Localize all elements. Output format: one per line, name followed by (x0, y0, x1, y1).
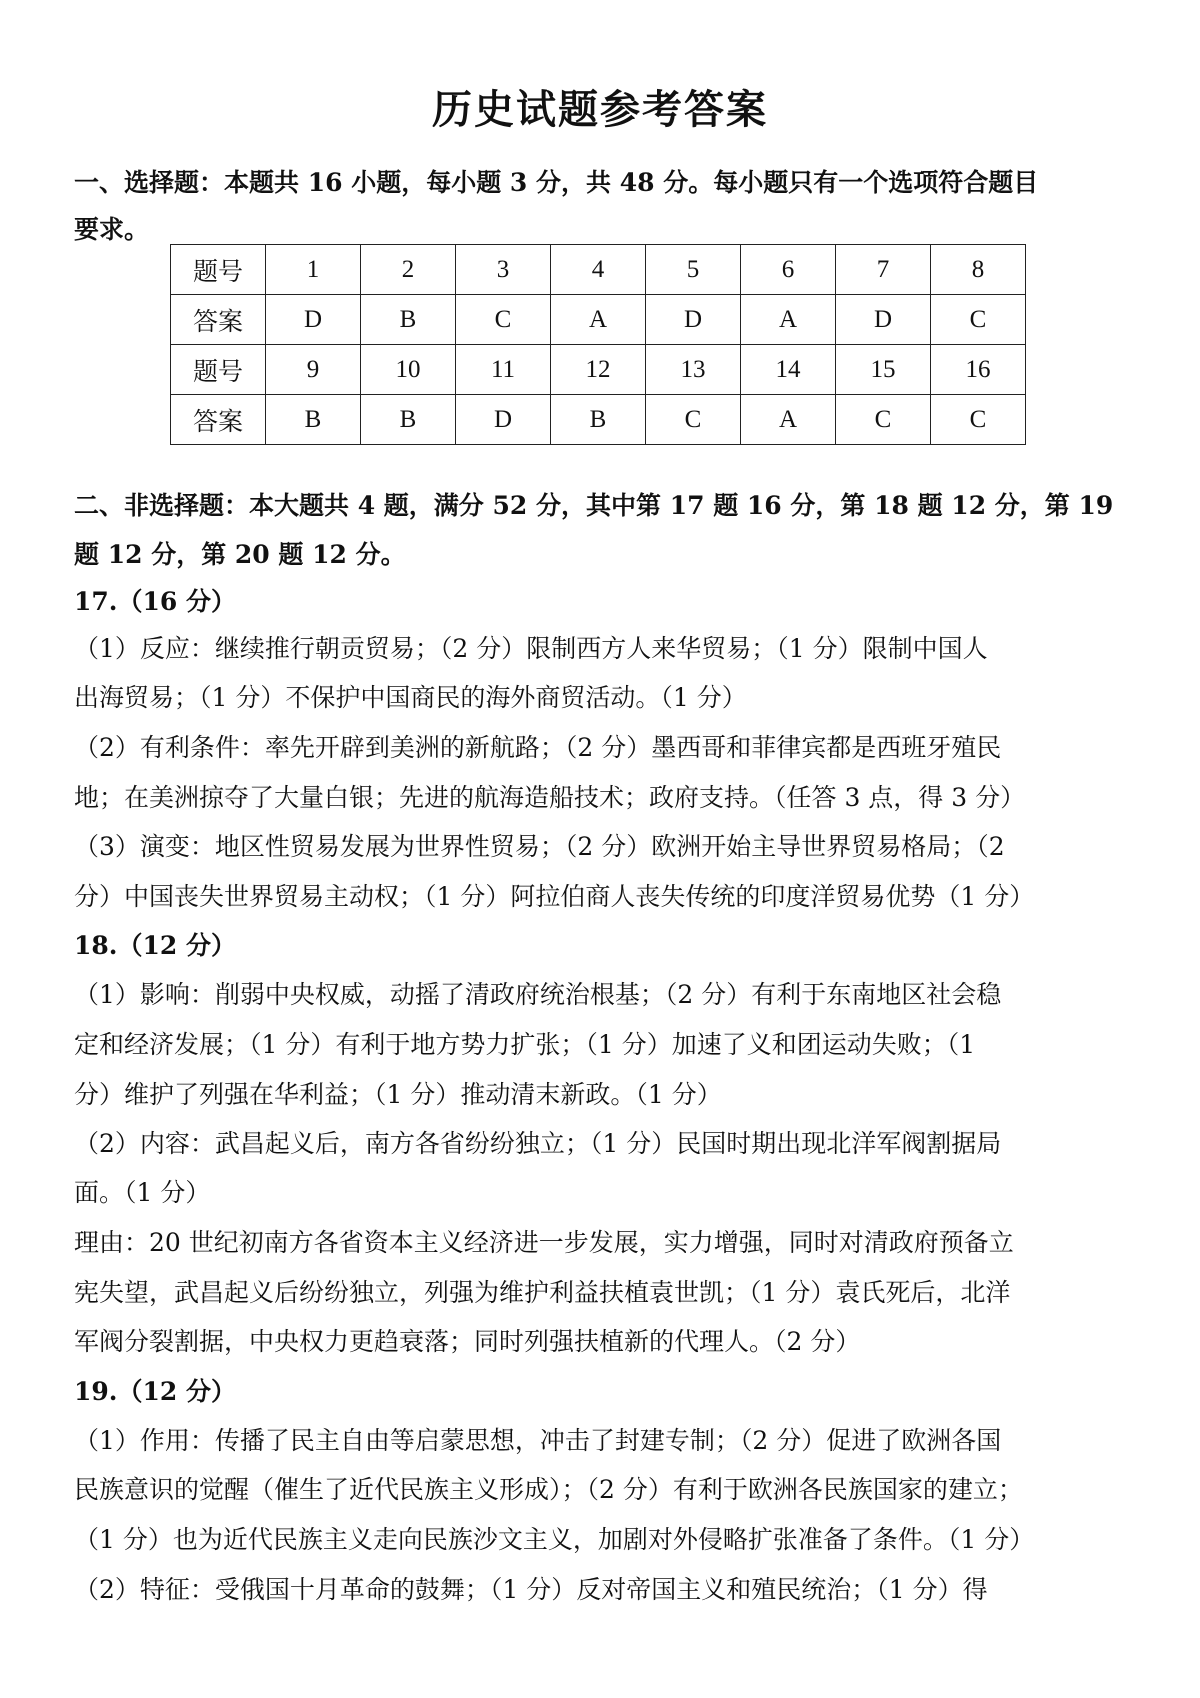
q18-line: 定和经济发展；（1 分）有利于地方势力扩张；（1 分）加速了义和团运动失败；（1 (74, 1030, 976, 1059)
table-cell: 6 (741, 245, 836, 295)
table-cell: A (741, 395, 836, 445)
section2-line-2: 题 12 分，第 20 题 12 分。 (74, 540, 406, 569)
page-title: 历史试题参考答案 (432, 86, 768, 133)
table-cell: C (931, 295, 1026, 345)
table-cell: 5 (646, 245, 741, 295)
q17-line: （1）反应：继续推行朝贡贸易；（2 分）限制西方人来华贸易；（1 分）限制中国人 (74, 634, 988, 663)
table-cell: 13 (646, 345, 741, 395)
table-cell: B (361, 395, 456, 445)
q17-line: 出海贸易；（1 分）不保护中国商民的海外商贸活动。（1 分） (74, 683, 747, 712)
q19-line: （1 分）也为近代民族主义走向民族沙文主义，加剧对外侵略扩张准备了条件。（1 分） (74, 1525, 1035, 1554)
table-cell: C (931, 395, 1026, 445)
section2-line-1: 二、非选择题：本大题共 4 题，满分 52 分，其中第 17 题 16 分，第 18 题 12 分，第 19 (74, 491, 1114, 520)
q18-line: 理由：20 世纪初南方各省资本主义经济进一步发展，实力增强，同时对清政府预备立 (74, 1228, 1014, 1257)
q19-line: （2）特征：受俄国十月革命的鼓舞；（1 分）反对帝国主义和殖民统治；（1 分）得 (74, 1575, 988, 1604)
table-cell: B (361, 295, 456, 345)
section1-line-2: 要求。 (74, 215, 150, 244)
row-label: 题号 (171, 345, 266, 395)
table-cell: 9 (266, 345, 361, 395)
table-cell: A (741, 295, 836, 345)
table-cell: 8 (931, 245, 1026, 295)
table-cell: 7 (836, 245, 931, 295)
table-cell: D (456, 395, 551, 445)
table-cell: 16 (931, 345, 1026, 395)
q19-line: （1）作用：传播了民主自由等启蒙思想，冲击了封建专制；（2 分）促进了欧洲各国 (74, 1426, 1002, 1455)
q18-heading: 18.（12 分） (74, 931, 236, 960)
table-cell: C (836, 395, 931, 445)
table-row (171, 395, 1026, 445)
table-cell: 4 (551, 245, 646, 295)
answer-table (170, 244, 1026, 445)
table-cell: D (836, 295, 931, 345)
table-row (171, 345, 1026, 395)
q17-line: （2）有利条件：率先开辟到美洲的新航路；（2 分）墨西哥和菲律宾都是西班牙殖民 (74, 733, 1002, 762)
q19-heading: 19.（12 分） (74, 1377, 236, 1406)
q18-line: （2）内容：武昌起义后，南方各省纷纷独立；（1 分）民国时期出现北洋军阀割据局 (74, 1129, 1002, 1158)
table-cell: 3 (456, 245, 551, 295)
table-cell: A (551, 295, 646, 345)
q17-heading: 17.（16 分） (74, 587, 236, 616)
q18-line: 军阀分裂割据，中央权力更趋衰落；同时列强扶植新的代理人。（2 分） (74, 1327, 861, 1356)
q17-line: 地；在美洲掠夺了大量白银；先进的航海造船技术；政府支持。（任答 3 点，得 3 分） (74, 783, 1026, 812)
table-row (171, 245, 1026, 295)
q18-line: （1）影响：削弱中央权威，动摇了清政府统治根基；（2 分）有利于东南地区社会稳 (74, 980, 1002, 1009)
table-cell: 11 (456, 345, 551, 395)
table-cell: C (456, 295, 551, 345)
table-cell: C (646, 395, 741, 445)
table-row (171, 295, 1026, 345)
row-label: 题号 (171, 245, 266, 295)
table-cell: 10 (361, 345, 456, 395)
table-cell: 15 (836, 345, 931, 395)
table-cell: 12 (551, 345, 646, 395)
table-cell: 2 (361, 245, 456, 295)
row-label: 答案 (171, 295, 266, 345)
table-cell: D (646, 295, 741, 345)
row-label: 答案 (171, 395, 266, 445)
table-cell: 1 (266, 245, 361, 295)
q18-line: 宪失望，武昌起义后纷纷独立，列强为维护利益扶植袁世凯；（1 分）袁氏死后，北洋 (74, 1278, 1011, 1307)
table-cell: 14 (741, 345, 836, 395)
q17-line: （3）演变：地区性贸易发展为世界性贸易；（2 分）欧洲开始主导世界贸易格局；（2 (74, 832, 1005, 861)
q18-line: 分）维护了列强在华利益；（1 分）推动清末新政。（1 分） (74, 1080, 722, 1109)
q18-line: 面。（1 分） (74, 1178, 211, 1207)
table-cell: B (551, 395, 646, 445)
table-cell: D (266, 295, 361, 345)
q17-line: 分）中国丧失世界贸易主动权；（1 分）阿拉伯商人丧失传统的印度洋贸易优势（1 分） (74, 882, 1035, 911)
section1-line-1: 一、选择题：本题共 16 小题，每小题 3 分，共 48 分。每小题只有一个选项符合题目 (74, 168, 1039, 197)
table-cell: B (266, 395, 361, 445)
q19-line: 民族意识的觉醒（催生了近代民族主义形成）；（2 分）有利于欧洲各民族国家的建立； (74, 1475, 1023, 1504)
